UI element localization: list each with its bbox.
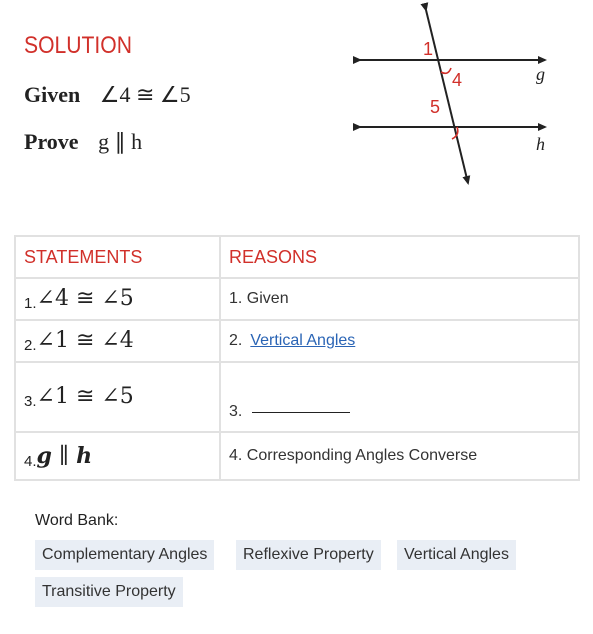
statement-number: 3. xyxy=(24,393,37,410)
angle-label-5: 5 xyxy=(430,97,441,117)
statement-number: 4. xyxy=(24,452,37,470)
word-bank-item[interactable]: Vertical Angles xyxy=(397,540,516,570)
prove-keyword: Prove xyxy=(24,129,79,154)
word-bank-item[interactable]: Complementary Angles xyxy=(35,540,214,570)
statement-cell xyxy=(15,278,220,320)
given-statement: ∠4 ≅ ∠5 xyxy=(99,82,191,107)
reason-cell: 1. Given xyxy=(220,278,579,320)
given-line xyxy=(24,82,191,108)
prove-line xyxy=(24,129,142,155)
table-row xyxy=(15,320,579,362)
angle-label-1: 1 xyxy=(423,39,434,59)
table-row xyxy=(15,362,579,432)
statement-var-h: h xyxy=(76,442,93,469)
reason-blank[interactable] xyxy=(252,412,350,413)
statement-number: 1. xyxy=(24,295,37,312)
statement-text: ∠4 ≅ ∠5 xyxy=(36,286,134,311)
table-header-row xyxy=(15,236,579,278)
statement-cell xyxy=(15,320,220,362)
solution-heading: SOLUTION xyxy=(24,32,132,59)
statement-cell xyxy=(15,432,220,480)
reason-cell xyxy=(220,320,579,362)
statement-cell xyxy=(15,362,220,432)
parallel-symbol: ∥ xyxy=(58,443,70,469)
statement-text: ∠1 ≅ ∠4 xyxy=(36,328,134,353)
word-bank-title: Word Bank: xyxy=(35,512,119,529)
reason-number: 3. xyxy=(229,403,243,420)
statement-var-g: g xyxy=(36,442,52,469)
parallel-lines-figure xyxy=(340,0,565,195)
word-bank-item[interactable]: Reflexive Property xyxy=(236,540,381,570)
statement-text xyxy=(37,444,93,469)
given-keyword: Given xyxy=(24,82,81,107)
statements-header: STATEMENTS xyxy=(15,236,220,278)
line-label-h: h xyxy=(536,134,545,154)
angle-4-arc xyxy=(441,68,451,73)
word-bank-item[interactable]: Transitive Property xyxy=(35,577,183,607)
reason-answer: Vertical Angles xyxy=(250,332,356,349)
prove-statement: g ∥ h xyxy=(98,129,143,154)
angle-label-4: 4 xyxy=(452,70,463,90)
statement-number: 2. xyxy=(24,337,37,354)
statement-text: ∠1 ≅ ∠5 xyxy=(36,384,134,409)
table-row xyxy=(15,432,579,480)
proof-table xyxy=(14,235,580,481)
reasons-header: REASONS xyxy=(220,236,579,278)
reason-cell: 4. Corresponding Angles Converse xyxy=(220,432,579,480)
line-label-g: g xyxy=(536,64,545,84)
reason-cell xyxy=(220,362,579,432)
table-row xyxy=(15,278,579,320)
reason-number: 2. xyxy=(229,332,243,349)
